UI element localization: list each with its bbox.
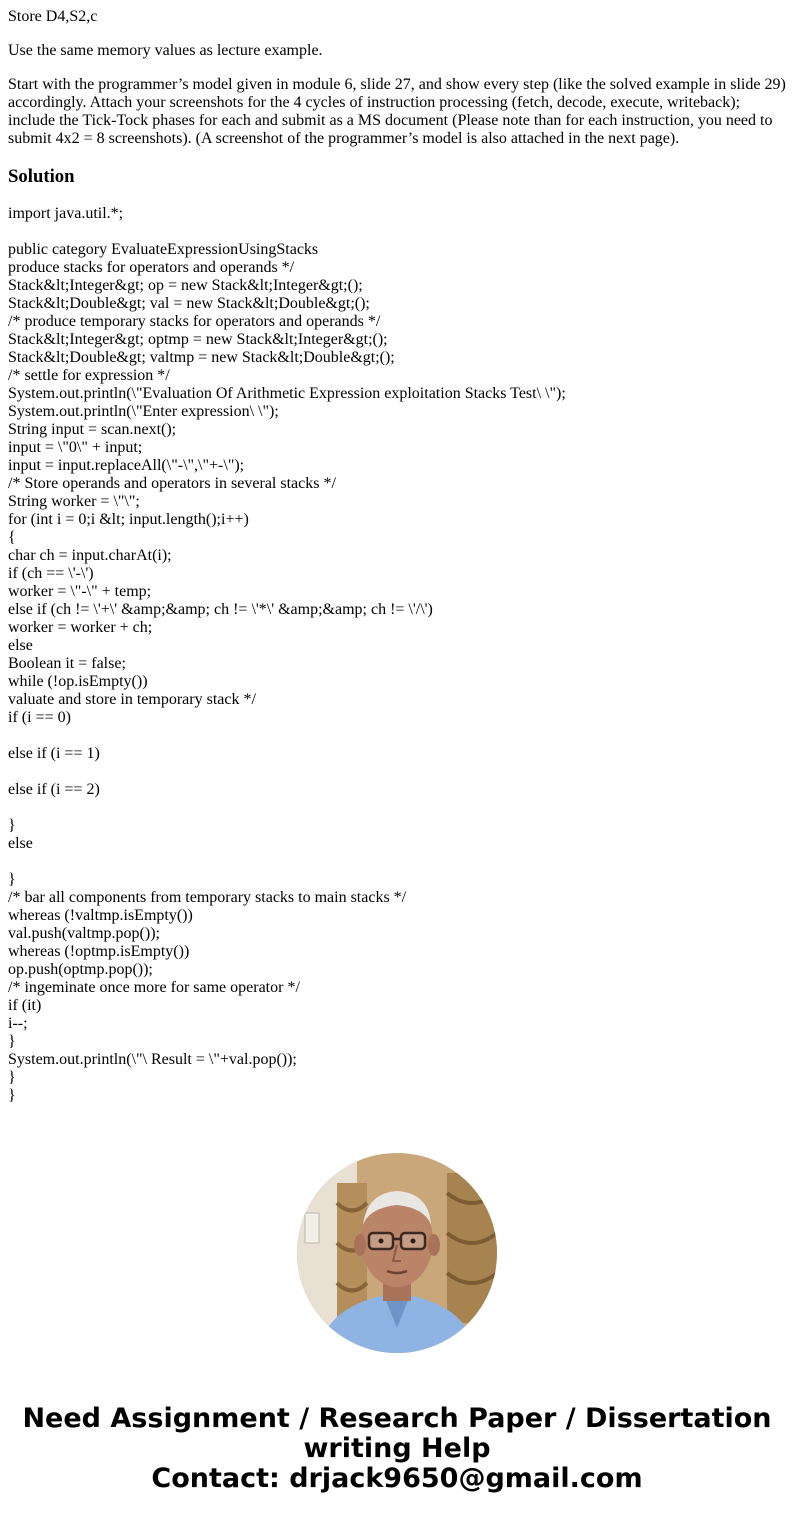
code-line: } [8,817,16,834]
code-line: } [8,871,16,888]
code-line: else [8,835,33,852]
code-line: import java.util.*; [8,205,124,222]
code-line: input = input.replaceAll(\"-\",\"+-\"); [8,457,245,474]
code-line: /* Store operands and operators in several stacks */ [8,475,336,492]
code-line: Stack&lt;Double&gt; val = new Stack&lt;Double&gt;(); [8,295,370,312]
code-line: else if (i == 2) [8,781,100,798]
code-line: val.push(valtmp.pop()); [8,925,160,942]
code-line: /* bar all components from temporary stacks to main stacks */ [8,889,407,906]
code-line: op.push(optmp.pop()); [8,961,153,978]
code-line: public category EvaluateExpressionUsingStacks [8,241,319,258]
code-line [8,727,788,745]
contact-banner [0,1404,794,1494]
code-line: whereas (!optmp.isEmpty()) [8,943,190,960]
cta-line-1: Need Assignment / Research Paper / Dissertation [22,1403,772,1434]
code-line [8,223,788,241]
code-line [8,853,788,871]
code-line: /* settle for expression */ [8,367,170,384]
code-line: System.out.println(\"Evaluation Of Arithmetic Expression exploitation Stacks Test\ \"); [8,385,566,402]
author-portrait-icon [297,1153,497,1353]
code-line: char ch = input.charAt(i); [8,547,172,564]
code-line: whereas (!valtmp.isEmpty()) [8,907,193,924]
code-line: { [8,529,16,546]
code-line [8,763,788,781]
code-line: String worker = \"\"; [8,493,140,510]
code-line: while (!op.isEmpty()) [8,673,148,690]
solution-heading: Solution [8,166,75,187]
code-line: produce stacks for operators and operands */ [8,259,295,276]
task-note: Use the same memory values as lecture example. [8,42,323,59]
document-body [8,8,788,1105]
code-line: String input = scan.next(); [8,421,177,438]
code-line: for (int i = 0;i &lt; input.length();i++) [8,511,249,528]
code-line [8,799,788,817]
code-line: } [8,1069,16,1086]
cta-line-2: writing Help [303,1433,491,1464]
task-title: Store D4,S2,c [8,8,98,25]
code-line: worker = worker + ch; [8,619,153,636]
code-line: } [8,1087,16,1104]
solution-code [8,205,788,1105]
task-instructions: Start with the programmer’s model given in module 6, slide 27, and show every step (like the solved example in slide 29) accordingly. Attach your screenshots for the 4 cycles of instruction processing (fetch, decode, execute, writeback); include the Tick-Tock phases for each and submit as a MS document (Please note than for each instruction, you need to submit 4x2 = 8 screenshots). (A screenshot of the programmer’s model is also attached in the next page). [8,76,786,147]
code-line: else if (ch != \'+\' &amp;&amp; ch != \'*\' &amp;&amp; ch != \'/\') [8,601,433,618]
code-line: valuate and store in temporary stack */ [8,691,256,708]
author-avatar [297,1153,497,1353]
code-line: i--; [8,1015,28,1032]
code-line: if (i == 0) [8,709,71,726]
code-line: if (ch == \'-\') [8,565,94,582]
code-line: else if (i == 1) [8,745,100,762]
code-line: else [8,637,33,654]
code-line: worker = \"-\" + temp; [8,583,152,600]
code-line: /* produce temporary stacks for operators and operands */ [8,313,381,330]
code-line: /* ingeminate once more for same operator */ [8,979,300,996]
code-line: System.out.println(\"\ Result = \"+val.pop()); [8,1051,297,1068]
code-line: Stack&lt;Integer&gt; optmp = new Stack&lt;Integer&gt;(); [8,331,388,348]
code-line: input = \"0\" + input; [8,439,143,456]
cta-contact-email: Contact: drjack9650@gmail.com [151,1463,643,1494]
code-line: Stack&lt;Integer&gt; op = new Stack&lt;Integer&gt;(); [8,277,363,294]
code-line: System.out.println(\"Enter expression\ \"); [8,403,279,420]
code-line: Stack&lt;Double&gt; valtmp = new Stack&lt;Double&gt;(); [8,349,395,366]
code-line: } [8,1033,16,1050]
code-line: Boolean it = false; [8,655,126,672]
code-line: if (it) [8,997,42,1014]
